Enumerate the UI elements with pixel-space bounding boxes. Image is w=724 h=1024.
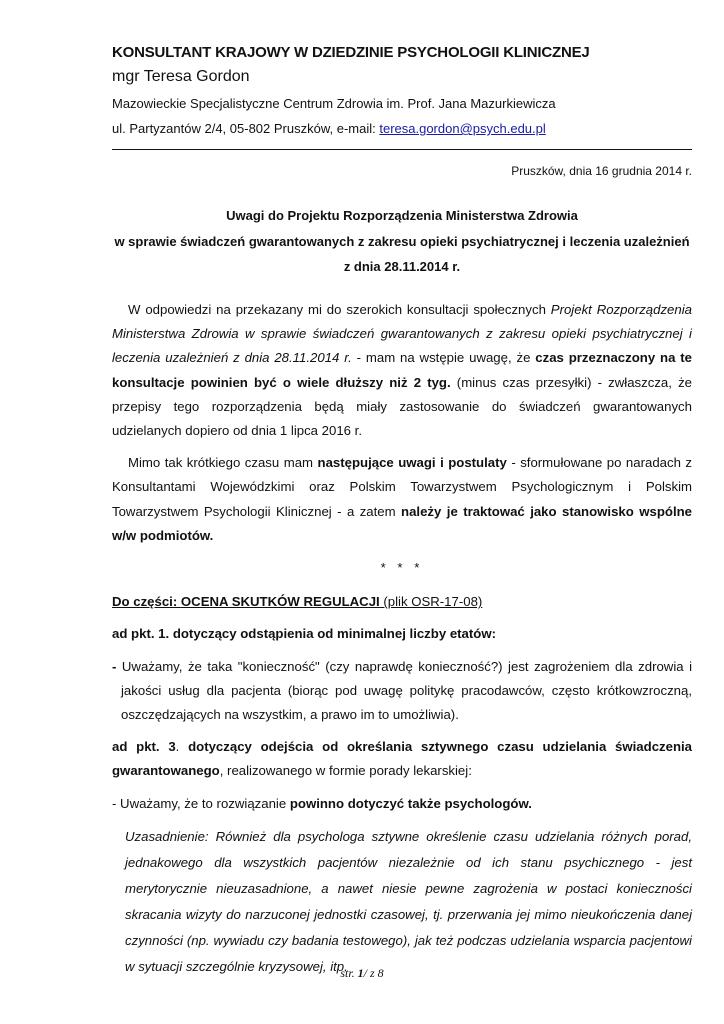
title-line-1: Uwagi do Projektu Rozporządzenia Ministerstwa Zdrowia bbox=[226, 208, 578, 223]
pkt3-bullet-bold: powinno dotyczyć także psychologów. bbox=[289, 795, 532, 811]
section-prefix: Do części: bbox=[112, 594, 181, 610]
pkt1-dash: - bbox=[112, 658, 122, 674]
paragraph-postulates bbox=[112, 451, 692, 548]
institution-name: Mazowieckie Specjalistyczne Centrum Zdrowia im. Prof. Jana Mazurkiewicza bbox=[112, 96, 556, 111]
author-name: mgr Teresa Gordon bbox=[112, 68, 250, 85]
paragraph-intro bbox=[112, 298, 692, 443]
address-text: ul. Partyzantów 2/4, 05-802 Pruszków, e-mail: bbox=[112, 121, 380, 136]
footer-separator: / z bbox=[363, 966, 378, 980]
intro-text-bold: czas przeznaczony na te konsultacje powinien być o wiele dłuższy niż 2 tyg. bbox=[112, 350, 692, 390]
header-divider bbox=[112, 149, 692, 150]
pkt3-bullet bbox=[112, 792, 692, 816]
postulates-text-bold-b: należy je traktować jako stanowisko wspólne w/w podmiotów. bbox=[112, 503, 692, 543]
pkt3-heading-b: dotyczący odejścia od określania sztywnego czasu udzielania świadczenia gwarantowanego bbox=[112, 739, 693, 779]
document-body bbox=[112, 298, 692, 980]
pkt3-heading-rest: , realizowanego w formie porady lekarskiej: bbox=[219, 763, 472, 779]
intro-text-a: W odpowiedzi na przekazany mi do szerokich konsultacji społecznych bbox=[128, 302, 551, 317]
intro-text-c: - mam na wstępie uwagę, że bbox=[351, 350, 536, 366]
justification-paragraph: Uzasadnienie: Również dla psychologa sztywne określenie czasu udzielania różnych porad, jednakowego dla wszystkich pacjentów niezależnie od ich stanu psychicznego - jest merytorycznie nieuzasadnione, a nawet niesie pewne zagrożenia w postaci konieczności skracania wizyty do narzuconej jednostki czasowej, tj. przerwania jej mimo nieukończenia danej czynności (np. wywiadu czy badania testowego), jak też podczas udzielania wsparcia pacjentowi w sytuacji szczególnie kryzysowej, itp. bbox=[125, 828, 692, 974]
section-suffix: (plik OSR-17-08) bbox=[379, 594, 483, 610]
title-line-2: w sprawie świadczeń gwarantowanych z zakresu opieki psychiatrycznej i leczenia uzależnień bbox=[114, 234, 690, 249]
footer-page-total: 8 bbox=[377, 966, 384, 980]
postulates-text-bold-a: następujące uwagi i postulaty bbox=[317, 455, 507, 471]
section-separator: * * * bbox=[380, 560, 424, 576]
header-title: KONSULTANT KRAJOWY W DZIEDZINIE PSYCHOLOGII KLINICZNEJ bbox=[112, 44, 590, 61]
pkt1-body: Uważamy, że taka "konieczność" (czy naprawdę konieczność?) jest zagrożeniem dla zdrowia i jakości usług dla pacjenta (biorąc pod uwagę politykę pracodawców, często krótkowzroczną, oszczędzających na wszystkim, a prawo im to umożliwia). bbox=[121, 658, 692, 723]
pkt1-text bbox=[112, 655, 692, 728]
intro-text-e: (minus czas przesyłki) - zwłaszcza, że przepisy tego rozporządzenia będą miały zastosowanie do świadczeń gwarantowanych udzielanych dopiero od dnia 1 lipca 2016 r. bbox=[112, 374, 692, 439]
pkt1-heading: ad pkt. 1. dotyczący odstąpienia od minimalnej liczby etatów: bbox=[112, 626, 496, 642]
title-line-3: z dnia 28.11.2014 r. bbox=[343, 259, 461, 274]
email-link[interactable]: teresa.gordon@psych.edu.pl bbox=[379, 121, 546, 136]
postulates-text-c: - sformułowane po naradach z Konsultantami Wojewódzkimi oraz Polskim Towarzystwem Psychologicznym i Polskim Towarzystwem Psychologii Klinicznej - a zatem bbox=[112, 455, 692, 519]
section-name: OCENA SKUTKÓW REGULACJI bbox=[180, 594, 380, 610]
intro-text-italic: Projekt Rozporządzenia Ministerstwa Zdrowia w sprawie świadczeń gwarantowanych z zakresu opieki psychiatrycznej i leczenia uzależnień z dnia 28.11.2014 r. bbox=[112, 302, 692, 366]
address-line bbox=[112, 121, 692, 136]
pkt3-bullet-text: - Uważamy, że to rozwiązanie bbox=[112, 795, 290, 811]
document-date: Pruszków, dnia 16 grudnia 2014 r. bbox=[511, 164, 692, 178]
pkt3-heading bbox=[112, 735, 692, 783]
pkt3-heading-a: ad pkt. 3 bbox=[112, 739, 176, 755]
footer-page-number: 1 bbox=[357, 966, 364, 980]
page-footer bbox=[0, 966, 724, 981]
pkt3-heading-dot: . bbox=[175, 739, 189, 755]
section-heading bbox=[112, 590, 692, 614]
footer-prefix: str. bbox=[340, 966, 358, 980]
postulates-text-a: Mimo tak krótkiego czasu mam bbox=[128, 455, 318, 471]
